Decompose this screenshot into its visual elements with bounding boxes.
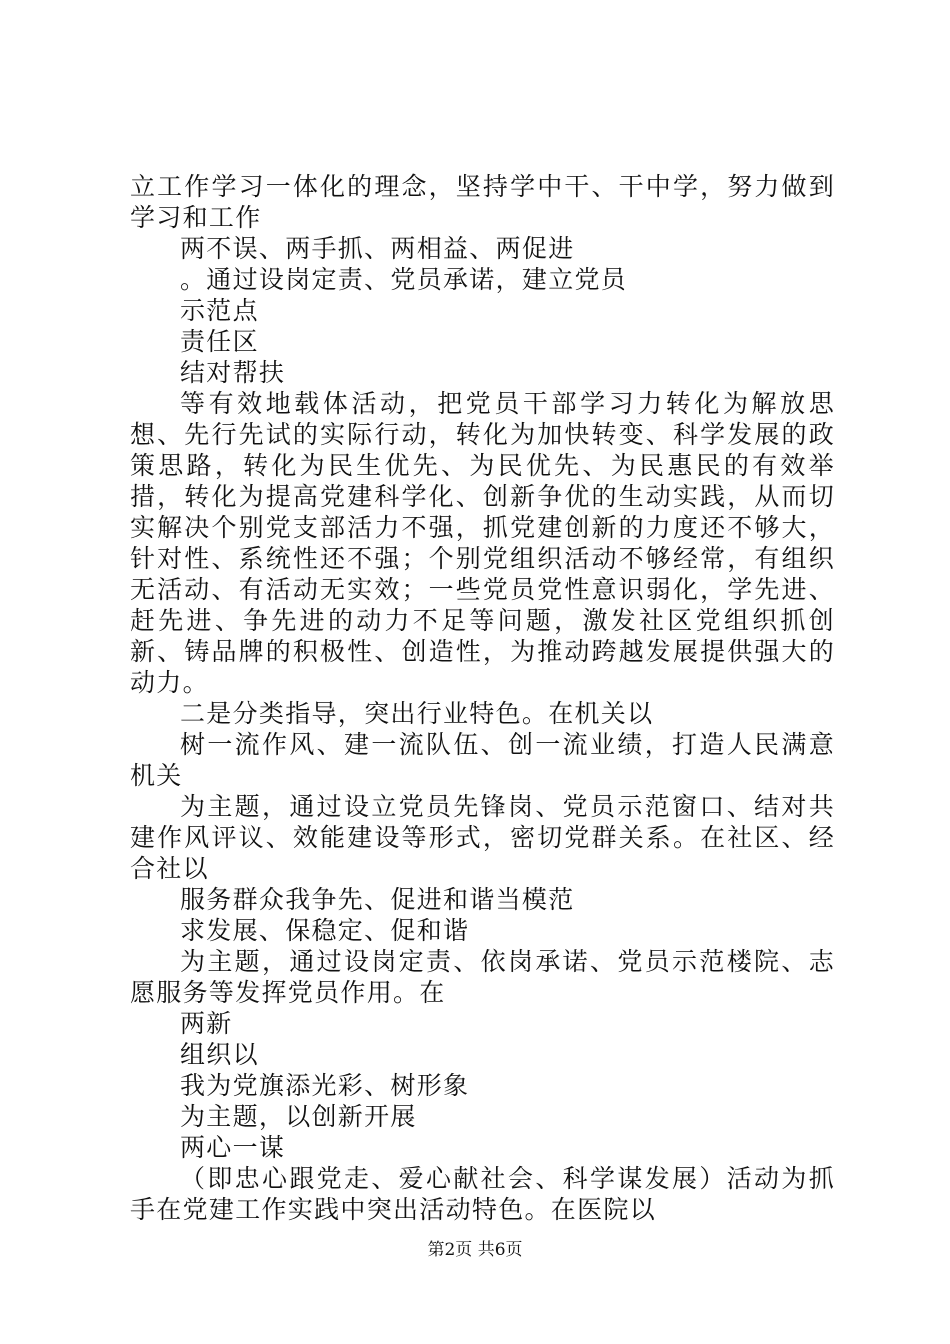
paragraph-12: 求发展、保稳定、促和谐: [180, 916, 470, 945]
paragraph-10: 为主题，通过设立党员先锋岗、党员示范窗口、结对共建作风评议、效能建设等形式，密切党群关系。在社区、经合社以: [130, 792, 835, 883]
paragraph-19: （即忠心跟党走、爱心献社会、科学谋发展）活动为抓手在党建工作实践中突出活动特色。在医院以: [130, 1164, 835, 1224]
paragraph-16: 我为党旗添光彩、树形象: [180, 1071, 470, 1100]
paragraph-5: 责任区: [180, 327, 259, 356]
paragraph-3: 。通过设岗定责、党员承诺，建立党员: [180, 265, 628, 294]
page-number-label: 第2页 共6页: [427, 1240, 523, 1260]
paragraph-14: 两新: [180, 1009, 233, 1038]
paragraph-6: 结对帮扶: [180, 358, 286, 387]
paragraph-2: 两不误、两手抓、两相益、两促进: [180, 234, 575, 263]
page-footer: [0, 1240, 950, 1260]
paragraph-4: 示范点: [180, 296, 259, 325]
body-text: [130, 171, 835, 1225]
paragraph-15: 组织以: [180, 1040, 259, 1069]
paragraph-1: 立工作学习一体化的理念，坚持学中干、干中学，努力做到学习和工作: [130, 172, 835, 232]
paragraph-9: 树一流作风、建一流队伍、创一流业绩，打造人民满意机关: [130, 730, 835, 790]
paragraph-18: 两心一谋: [180, 1133, 286, 1162]
paragraph-8: 二是分类指导，突出行业特色。在机关以: [180, 699, 654, 728]
paragraph-13: 为主题，通过设岗定责、依岗承诺、党员示范楼院、志愿服务等发挥党员作用。在: [130, 947, 835, 1007]
paragraph-17: 为主题，以创新开展: [180, 1102, 417, 1131]
paragraph-11: 服务群众我争先、促进和谐当模范: [180, 885, 575, 914]
paragraph-7: 等有效地载体活动，把党员干部学习力转化为解放思想、先行先试的实际行动，转化为加快转变、科学发展的政策思路，转化为民生优先、为民优先、为民惠民的有效举措，转化为提高党建科学化、创新争优的生动实践，从而切实解决个别党支部活力不强，抓党建创新的力度还不够大，针对性、系统性还不强；个别党组织活动不够经常，有组织无活动、有活动无实效；一些党员党性意识弱化，学先进、赶先进、争先进的动力不足等问题，激发社区党组织抓创新、铸品牌的积极性、创造性，为推动跨越发展提供强大的动力。: [130, 389, 835, 697]
